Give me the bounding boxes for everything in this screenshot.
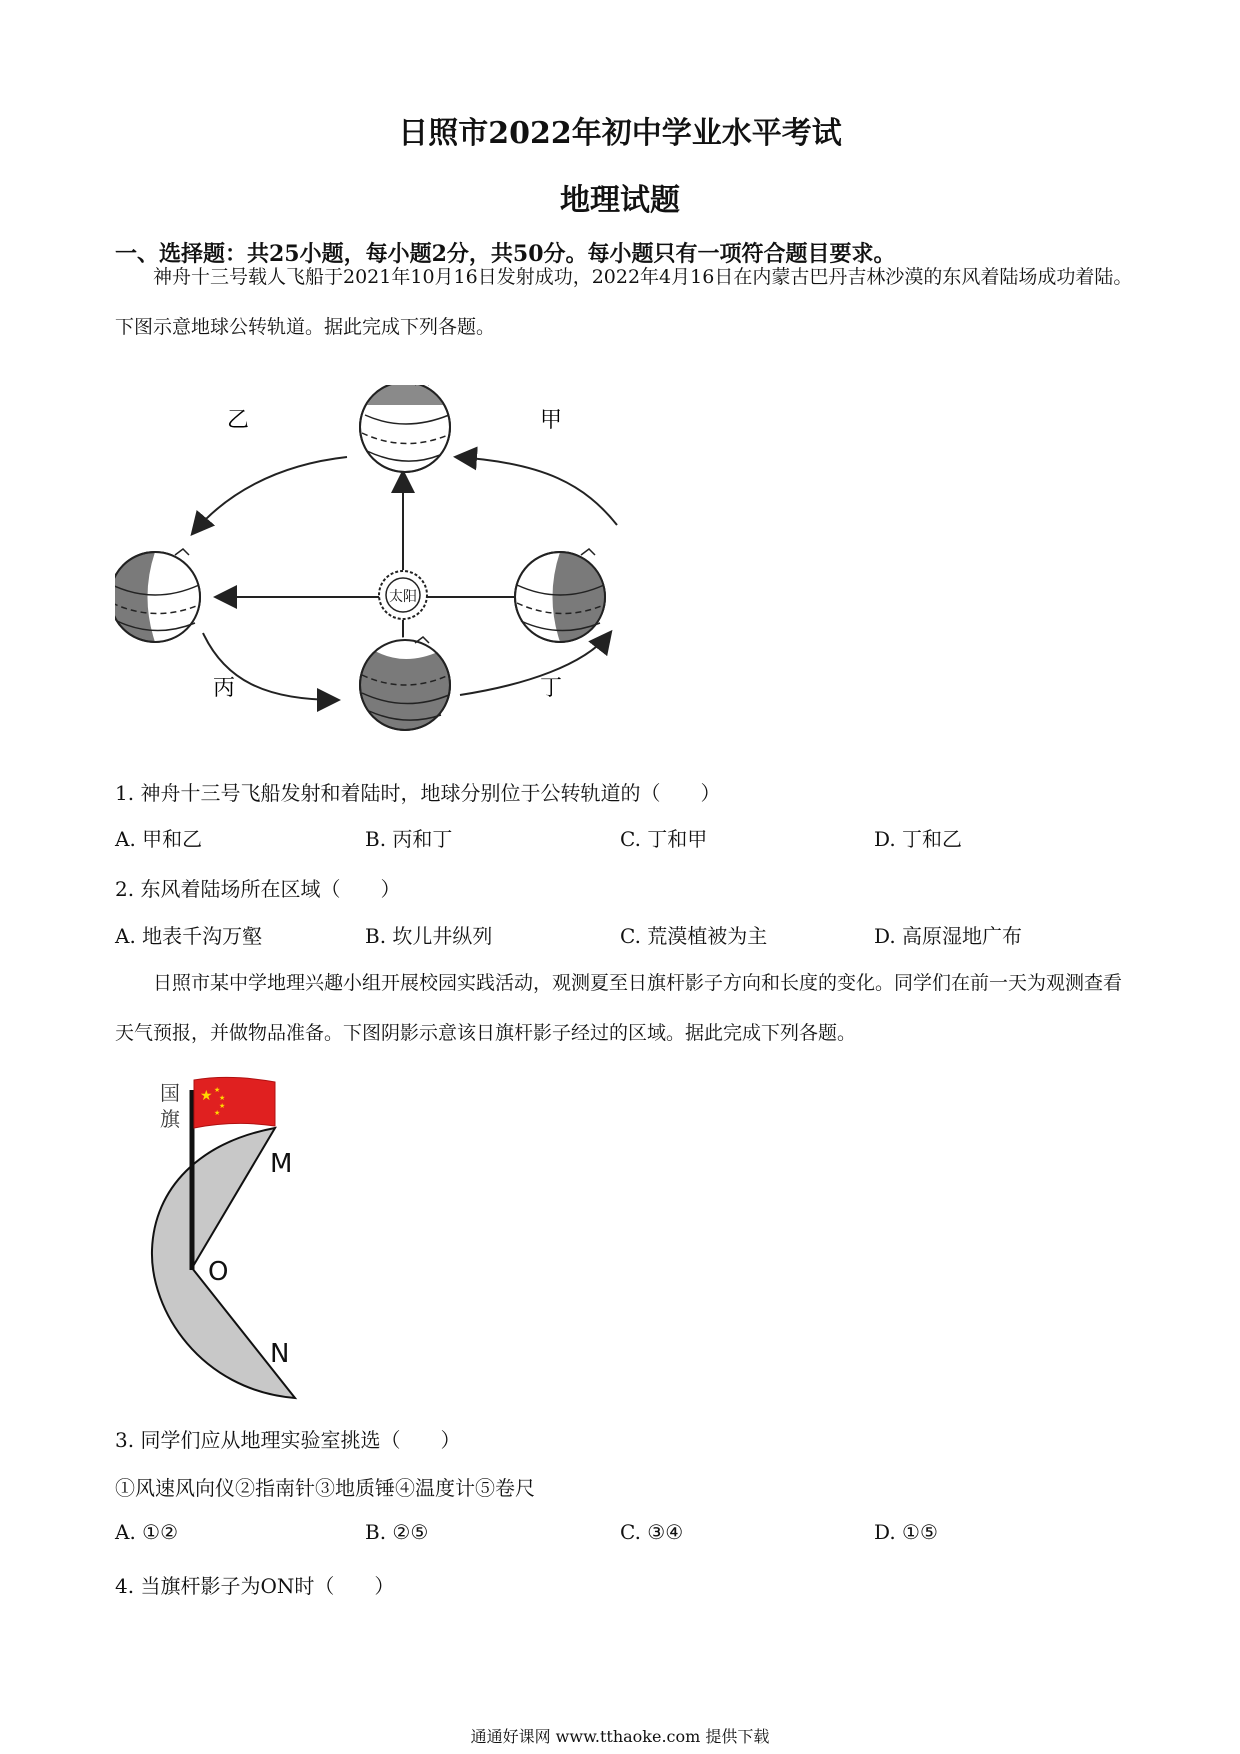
orbit-label-yi: 乙 — [227, 408, 250, 433]
svg-text:★: ★ — [200, 1088, 213, 1104]
orbit-label-bing: 丙 — [213, 676, 236, 701]
exam-title: 日照市2022年初中学业水平考试 — [398, 116, 842, 151]
page-footer[interactable]: 通通好课网 www.tthaoke.com 提供下载 — [470, 1727, 770, 1746]
flagpole-shadow-diagram — [140, 1070, 340, 1400]
intro-paragraph-1: 神舟十三号载人飞船于2021年10月16日发射成功，2022年4月16日在内蒙古巴丹吉林沙漠的东风着陆场成功着陆。下图示意地球公转轨道。据此完成下列各题。 — [115, 266, 1133, 338]
svg-text:★: ★ — [219, 1102, 226, 1110]
question-4-stem: 4. 当旗杆影子为ON时（ ） — [115, 1574, 395, 1598]
q3-option-d[interactable]: D. ①⑤ — [874, 1520, 938, 1544]
point-m-label: M — [270, 1149, 293, 1179]
china-flag-icon — [194, 1077, 275, 1128]
q3-option-a[interactable]: A. ①② — [115, 1520, 179, 1544]
svg-text:★: ★ — [214, 1109, 221, 1117]
point-o-label: O — [208, 1257, 229, 1287]
intro-paragraph-2: 日照市某中学地理兴趣小组开展校园实践活动，观测夏至日旗杆影子方向和长度的变化。同学们在前一天为观测查看天气预报，并做物品准备。下图阴影示意该日旗杆影子经过的区域。据此完成下列各题。 — [115, 972, 1123, 1044]
question-3-stem: 3. 同学们应从地理实验室挑选（ ） — [115, 1428, 461, 1452]
point-n-label: N — [270, 1339, 290, 1369]
earth-top-icon — [360, 385, 450, 472]
flag-label-guo: 国 — [160, 1081, 180, 1105]
sun-label: 太阳 — [389, 589, 417, 605]
q3-option-b[interactable]: B. ②⑤ — [365, 1520, 429, 1544]
q3-option-c[interactable]: C. ③④ — [620, 1520, 684, 1544]
q1-option-a[interactable]: A. 甲和乙 — [115, 827, 203, 851]
question-2-stem: 2. 东风着陆场所在区域（ ） — [115, 877, 401, 901]
exam-subtitle: 地理试题 — [560, 183, 680, 218]
orbit-diagram — [115, 385, 695, 745]
svg-text:★: ★ — [214, 1086, 221, 1094]
earth-right-icon — [515, 552, 605, 642]
q1-option-c[interactable]: C. 丁和甲 — [620, 827, 708, 851]
q1-option-d[interactable]: D. 丁和乙 — [874, 827, 963, 851]
q1-option-b[interactable]: B. 丙和丁 — [365, 827, 453, 851]
orbit-label-ding: 丁 — [540, 676, 563, 701]
sun-icon — [379, 571, 427, 619]
q2-option-d[interactable]: D. 高原湿地广布 — [874, 924, 1023, 948]
question-1-stem: 1. 神舟十三号飞船发射和着陆时，地球分别位于公转轨道的（ ） — [115, 781, 721, 805]
q2-option-c[interactable]: C. 荒漠植被为主 — [620, 924, 768, 948]
orbit-label-jia: 甲 — [540, 408, 563, 433]
question-3-items: ①风速风向仪②指南针③地质锤④温度计⑤卷尺 — [115, 1476, 535, 1500]
earth-bottom-icon — [360, 637, 450, 730]
q2-option-b[interactable]: B. 坎儿井纵列 — [365, 924, 493, 948]
q2-option-a[interactable]: A. 地表千沟万壑 — [115, 924, 263, 948]
svg-text:★: ★ — [219, 1094, 226, 1102]
flag-label-qi: 旗 — [160, 1107, 180, 1131]
earth-left-icon — [115, 552, 200, 642]
section-heading: 一、选择题：共25小题，每小题2分，共50分。每小题只有一项符合题目要求。 — [115, 241, 896, 267]
